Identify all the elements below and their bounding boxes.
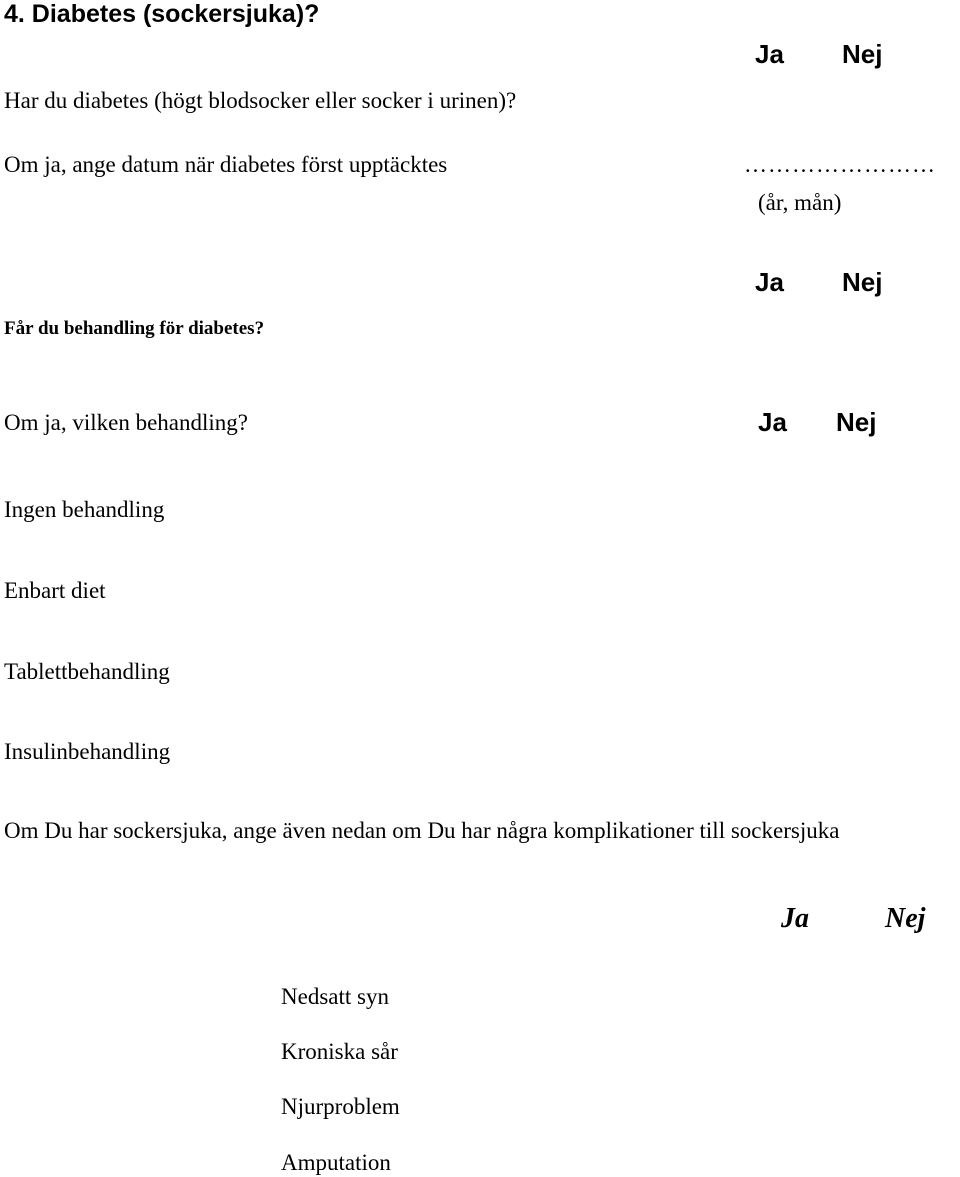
q4-option: Tablettbehandling xyxy=(4,659,170,684)
q5-option: Nedsatt syn xyxy=(281,984,389,1009)
q5-yes-label: Ja xyxy=(781,903,809,934)
q4-option: Ingen behandling xyxy=(4,497,165,522)
q5-no-label: Nej xyxy=(885,903,926,934)
q5-option: Kroniska sår xyxy=(281,1039,398,1064)
q4-no-label: Nej xyxy=(836,407,877,437)
q5-question: Om Du har sockersjuka, ange även nedan om Du har några komplikationer till sockersjuka xyxy=(4,818,840,843)
q4-option: Insulinbehandling xyxy=(4,739,171,764)
q5-option: Njurproblem xyxy=(281,1094,400,1119)
q4-question: Om ja, vilken behandling? xyxy=(4,410,248,435)
q4-yes-label: Ja xyxy=(758,407,787,437)
q3-yes-label: Ja xyxy=(755,267,784,297)
q4-option: Enbart diet xyxy=(4,578,106,603)
q3-question: Får du behandling för diabetes? xyxy=(4,318,265,339)
q1-no-label: Nej xyxy=(842,39,883,69)
q2-unit-label: (år, mån) xyxy=(758,190,842,215)
q2-date-blank[interactable]: …………………… xyxy=(744,152,936,177)
section-heading: 4. Diabetes (sockersjuka)? xyxy=(4,0,320,28)
q5-option: Amputation xyxy=(281,1150,391,1175)
q1-yes-label: Ja xyxy=(755,39,784,69)
q1-question: Har du diabetes (högt blodsocker eller socker i urinen)? xyxy=(4,88,517,113)
q3-no-label: Nej xyxy=(842,267,883,297)
q2-question: Om ja, ange datum när diabetes först upptäcktes xyxy=(4,152,448,177)
